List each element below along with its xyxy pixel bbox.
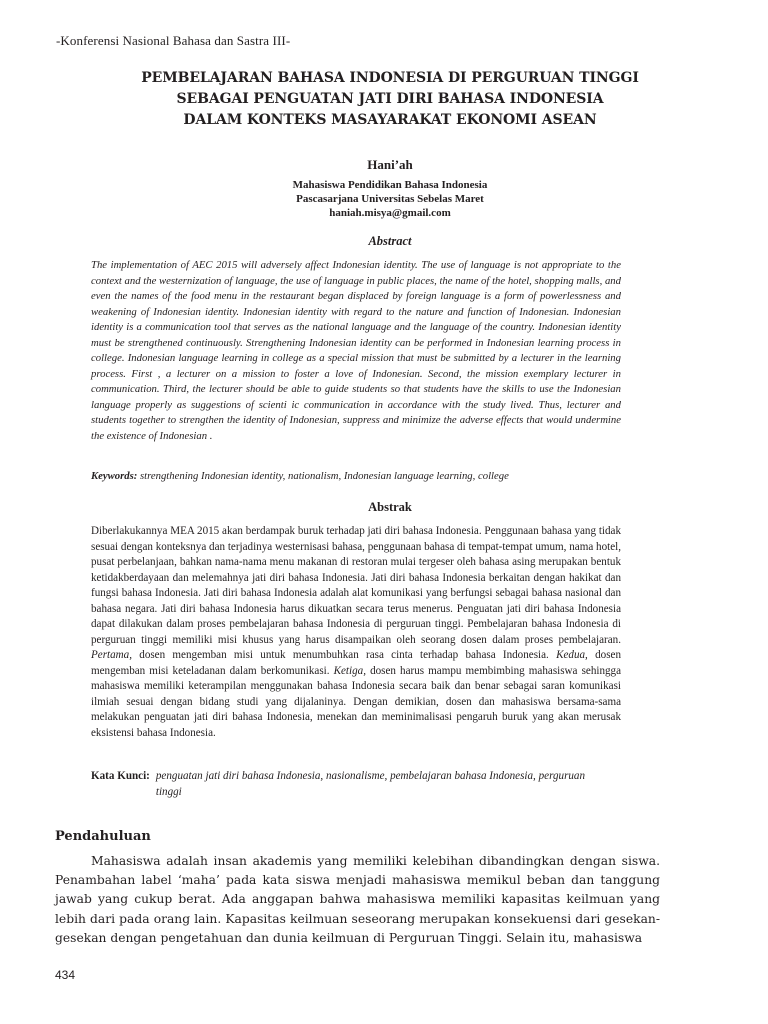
author-email: haniah.misya@gmail.com [329,207,451,219]
title-line-1: PEMBELAJARAN BAHASA INDONESIA DI PERGURUAN TINGGI [141,70,639,86]
keywords-label: Keywords: [91,470,138,482]
author-name: Hani’ah [367,157,413,172]
kata-kunci-value: penguatan jati diri bahasa Indonesia, nasionalisme, pembelajaran bahasa Indonesia, perguruan tinggi [155,770,586,798]
title-line-2: SEBAGAI PENGUATAN JATI DIRI BAHASA INDONESIA [176,91,604,107]
abstrak-part-2: dosen mengemban misi untuk menumbuhkan rasa cinta terhadap bahasa Indonesia. [139,649,549,661]
abstrak-emphasis-pertama: Pertama, [91,649,132,661]
paper-title [60,68,720,131]
page-number: 434 [55,968,76,982]
kata-kunci [91,768,631,800]
body-paragraph: Mahasiswa adalah insan akademis yang memiliki kelebihan dibandingkan dengan siswa. Penambahan label ‘maha’ pada kata siswa menjadi mahasiswa memikul beban dan tanggung jawab yang cukup berat. Ada anggapan bahwa mahasiswa memiliki kapasitas keilmuan yang lebih dari pada orang lain. Kapasitas keilmuan seseorang merupakan konsekuensi dari gesekan-gesekan dengan pengetahuan dan dunia keilmuan di Perguruan Tinggi. Selain itu, mahasiswa [55,854,660,945]
abstract-keywords [91,470,631,482]
abstrak-emphasis-kedua: Kedua, [556,649,588,661]
section-heading: Pendahuluan [55,829,151,844]
abstrak-emphasis-ketiga: Ketiga, [333,664,366,677]
kata-kunci-label: Kata Kunci: [91,770,150,782]
abstrak-heading: Abstrak [368,500,412,514]
author-block [90,155,690,220]
keywords-value: strengthening Indonesian identity, nationalism, Indonesian language learning, college [139,470,509,482]
abstrak-part-4: dosen harus mampu membimbing mahasiswa sehingga mahasiswa memiliki keterampilan menggunakan bahasa Indonesia secara baik dan benar sebagai saran komunikasi ilmiah sesuai dengan bidang studi yang dijalaninya. Dengan demikian, dosen dan mahasiswa bersama-sama melakukan penguatan jati diri bahasa Indonesia, menekan dan meminimalisasi pengaruh buruk yang akan merusak eksistensi bahasa Indonesia. [91,664,622,739]
title-line-3: DALAM KONTEKS MASAYARAKAT EKONOMI ASEAN [183,112,597,128]
running-head: -Konferensi Nasional Bahasa dan Sastra III- [56,33,291,48]
abstract-text: The implementation of AEC 2015 will adversely affect Indonesian identity. The use of language is not appropriate to the context and the westernization of language, the use of language in public places, the name of the hotel, shopping malls, and even the names of the food menu in the restaurant began displaced by foreign language is a form of powerlessness and weakening of Indonesian identity. Indonesian identity with regard to the nature and function of Indonesian. Indonesian identity is a communication tool that serves as the national language and the language of the country. Indonesian identity must be strengthened continuously. Strengthening Indonesian identity can be performed in Indonesian learning process in college. Indonesian language learning in college as a special mission that must be submitted by a lecturer in the learning process. First , a lecturer on a mission to foster a love of Indonesian. Second, the mission exemplary lecturer in communication. Third, the lecturer should be able to guide students so that students have the skills to use the Indonesian language properly as suggestions of scienti ic communication in accordance with the study lived. Thus, lecturer and students together to strengthen the identity of Indonesian, suppress and minimize the adverse effects that would undermine the existence of Indonesian . [91,259,621,442]
abstrak-text [91,524,621,741]
author-affiliation-university: Pascasarjana Universitas Sebelas Maret [296,193,484,205]
abstract-heading: Abstract [368,234,412,248]
abstrak-part-1: Diberlakukannya MEA 2015 akan berdampak buruk terhadap jati diri bahasa Indonesia. Penggunaan bahasa yang tidak sesuai dengan konteksnya dan terjadinya westernisasi bahasa, penggunaan bahasa di tempat-tempat umum, nama hotel, pusat perbelanjaan, bahkan nama-nama menu makanan di restoran mulai tergeser oleh bahasa asing merupakan bentuk ketidakberdayaan dan melemahnya jati diri bahasa Indonesia. Jati diri bahasa Indonesia berkaitan dengan hakikat dan fungsi bahasa Indonesia. Jati diri bahasa Indonesia adalah alat komunikasi yang berfungsi sebagai bahasa nasional dan bahasa negara. Jati diri bahasa Indonesia harus dikuatkan secara terus menerus. Penguatan jati diri bahasa Indonesia dapat dilakukan dalam proses pembelajaran bahasa Indonesia di perguruan tinggi. Pembelajaran bahasa Indonesia di perguruan tinggi memiliki misi khusus yang harus disampaikan oleh seorang dosen dalam proses pembelajaran. [91,525,621,646]
abstrak-part-3: dosen mengemban misi keteladanan dalam berkomunikasi. [91,649,622,677]
author-affiliation-program: Mahasiswa Pendidikan Bahasa Indonesia [292,179,488,191]
